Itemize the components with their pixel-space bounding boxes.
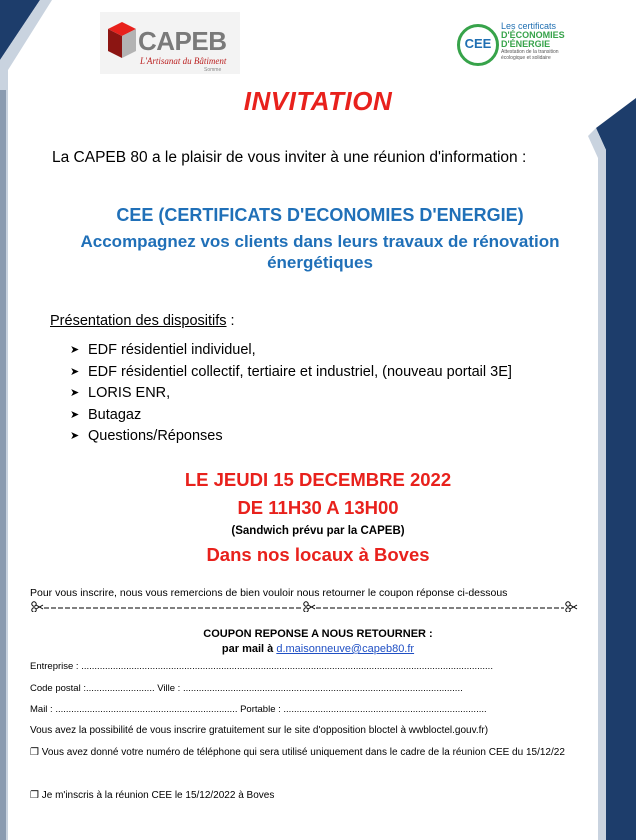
cee-heading: CEE (CERTIFICATS D'ECONOMIES D'ENERGIE) <box>116 205 524 225</box>
cee-subheading: Accompagnez vos clients dans leurs travaux de rénovation énergétiques <box>80 232 560 272</box>
capeb-cube-icon <box>108 22 136 58</box>
event-note: (Sandwich prévu par la CAPEB) <box>231 525 405 537</box>
list-item-text: EDF résidentiel collectif, tertiaire et industriel, (nouveau portail 3E] <box>88 363 512 380</box>
cee-line4: Attestation de la transition <box>501 49 559 55</box>
cee-badge-icon <box>457 24 499 66</box>
list-item <box>70 426 512 448</box>
presentation-label: Présentation des dispositifs <box>50 313 227 329</box>
arrow-bullet-icon: ➤ <box>70 387 80 399</box>
arrow-bullet-icon: ➤ <box>70 344 80 356</box>
list-item <box>70 340 512 362</box>
cee-line3: D'ÉNERGIE <box>501 39 551 49</box>
page-title: INVITATION <box>243 86 393 116</box>
cee-line5: écologique et solidaire <box>501 55 551 61</box>
list-item <box>70 362 512 384</box>
capeb-region: Somme <box>204 67 222 73</box>
scissors-icon <box>32 602 43 612</box>
capeb-wordmark: CAPEB <box>138 26 227 56</box>
event-date: LE JEUDI 15 DECEMBRE 2022 <box>184 469 452 490</box>
event-location: Dans nos locaux à Boves <box>206 544 430 565</box>
phone-consent-checkbox[interactable] <box>30 745 570 760</box>
cee-logo-text <box>501 22 565 61</box>
checkbox-icon[interactable]: ❐ <box>30 790 39 801</box>
arrow-bullet-icon: ➤ <box>70 430 80 442</box>
presentation-list <box>70 340 512 448</box>
cee-line1: Les certificats <box>501 21 557 31</box>
checkbox-label: Je m'inscris à la réunion CEE le 15/12/2022 à Boves <box>41 790 275 801</box>
cee-line2: D'ÉCONOMIES <box>501 30 565 40</box>
arrow-bullet-icon: ➤ <box>70 408 80 421</box>
list-item <box>70 383 512 405</box>
list-item-text: Butagaz <box>88 406 142 423</box>
bloctel-note: Vous avez la possibilité de vous inscrire gratuitement sur le site d'opposition bloctel à wwbloctel.gouv.fr) <box>30 725 489 736</box>
scissors-icon <box>566 602 577 612</box>
mail-label: par mail à <box>221 643 274 655</box>
presentation-heading <box>50 313 235 329</box>
list-item-text: Questions/Réponses <box>88 428 223 444</box>
event-time: DE 11H30 A 13H00 <box>237 497 399 518</box>
list-item-text: EDF résidentiel individuel, <box>88 342 256 358</box>
list-item-text: LORIS ENR, <box>88 385 171 401</box>
presentation-suffix: : <box>226 313 235 329</box>
cut-line <box>30 596 578 612</box>
left-strip-grey <box>0 90 6 840</box>
email-link[interactable]: d.maisonneuve@capeb80.fr <box>276 643 415 655</box>
form-instructions: Pour vous inscrire, nous vous remercions de bien vouloir nous retourner le coupon réponse ci-dessous <box>30 587 508 599</box>
entreprise-field[interactable]: Entreprise : ............................................................................................................................................................ <box>30 661 493 672</box>
cee-badge-text: CEE <box>464 36 492 51</box>
coupon-mail-line <box>0 643 636 655</box>
checkbox-icon[interactable]: ❐ <box>30 747 39 758</box>
list-item <box>70 405 512 427</box>
capeb-logo <box>100 12 240 74</box>
arrow-bullet-icon: ➤ <box>70 365 80 378</box>
cee-logo <box>453 20 583 70</box>
scissors-icon <box>304 602 315 612</box>
capeb-tagline: L'Artisanat du Bâtiment <box>140 56 227 66</box>
intro-text: La CAPEB 80 a le plaisir de vous inviter à une réunion d'information : <box>52 149 527 166</box>
mail-phone-field[interactable]: Mail : ..................................................................... Portable : ............................................................................. <box>30 704 487 715</box>
checkbox-label: Vous avez donné votre numéro de téléphone qui sera utilisé uniquement dans le cadre de la réunion CEE du 15/12/22 <box>41 747 565 758</box>
postal-city-field[interactable]: Code postal :.......................... Ville : .......................................................................................................... <box>30 683 463 694</box>
register-checkbox[interactable] <box>30 790 274 801</box>
coupon-title: COUPON REPONSE A NOUS RETOURNER : <box>203 628 433 640</box>
